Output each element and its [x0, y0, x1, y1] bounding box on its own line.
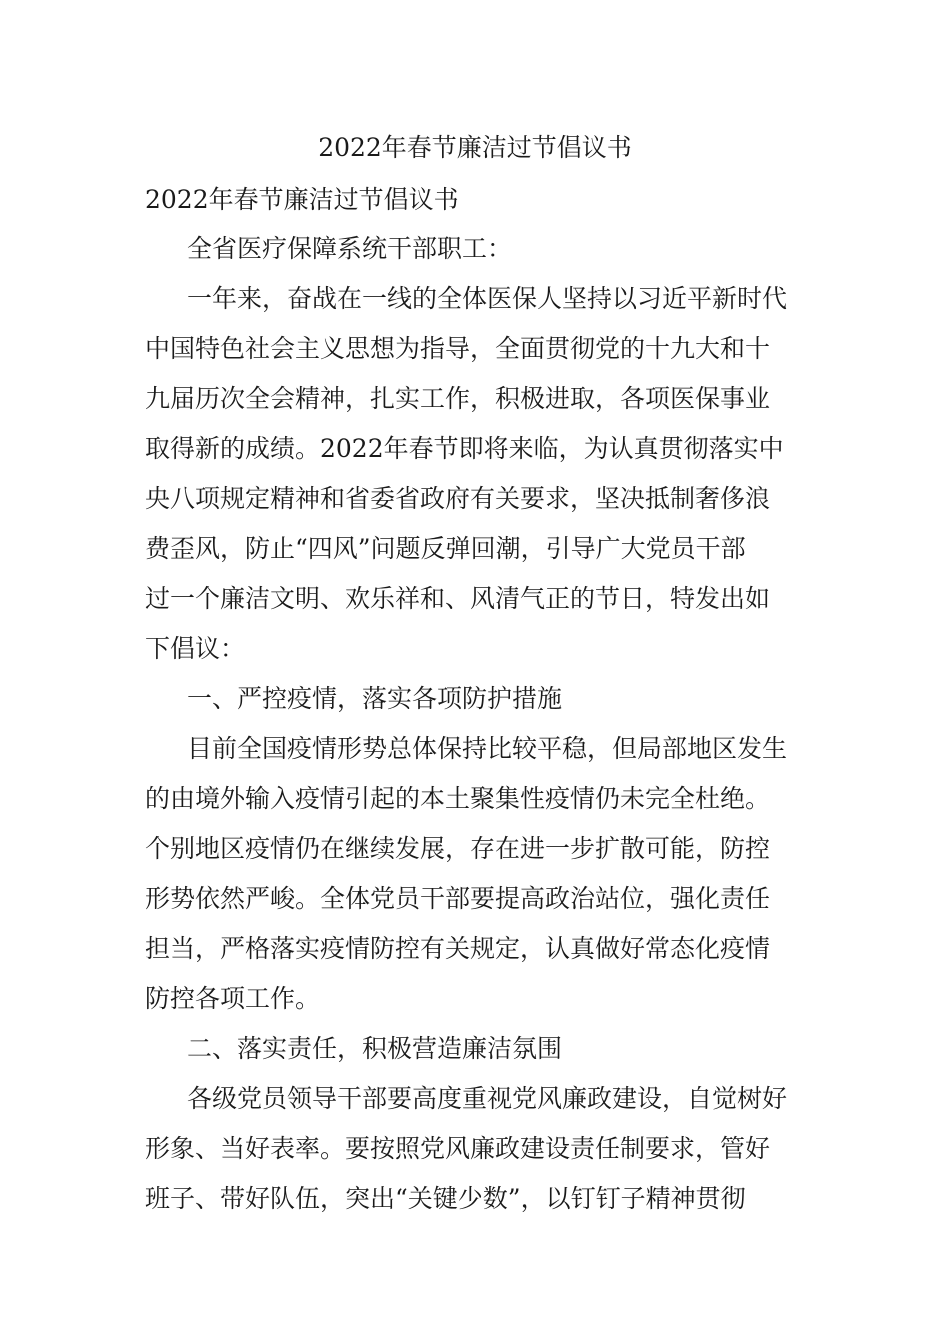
paragraph-line: 防控各项工作。 [145, 984, 321, 1013]
paragraph-line: 九届历次全会精神，扎实工作，积极进取，各项医保事业 [145, 384, 771, 413]
paragraph-line: 取得新的成绩。2022年春节即将来临，为认真贯彻落实中 [145, 434, 784, 463]
paragraph-line: 形势依然严峻。全体党员干部要提高政治站位，强化责任 [145, 884, 771, 913]
paragraph-line: 一年来，奋战在一线的全体医保人坚持以习近平新时代 [187, 284, 788, 313]
paragraph-line: 的由境外输入疫情引起的本土聚集性疫情仍未完全杜绝。 [145, 784, 771, 813]
document-title: 2022年春节廉洁过节倡议书 [318, 133, 632, 162]
paragraph-line: 班子、带好队伍，突出“关键少数”，以钉钉子精神贯彻 [145, 1184, 746, 1213]
paragraph-line: 担当，严格落实疫情防控有关规定，认真做好常态化疫情 [145, 934, 771, 963]
section-heading: 一、严控疫情，落实各项防护措施 [187, 684, 563, 713]
paragraph-line: 各级党员领导干部要高度重视党风廉政建设，自觉树好 [187, 1084, 788, 1113]
paragraph-line: 形象、当好表率。要按照党风廉政建设责任制要求，管好 [145, 1134, 771, 1163]
paragraph-line: 下倡议： [145, 634, 246, 663]
paragraph-line: 个别地区疫情仍在继续发展，存在进一步扩散可能，防控 [145, 834, 771, 863]
section-heading: 二、落实责任，积极营造廉洁氛围 [187, 1034, 563, 1063]
paragraph-line: 费歪风，防止“四风”问题反弹回潮，引导广大党员干部 [145, 534, 746, 563]
paragraph-line: 过一个廉洁文明、欢乐祥和、风清气正的节日，特发出如 [145, 584, 771, 613]
paragraph-line: 目前全国疫情形势总体保持比较平稳，但局部地区发生 [187, 734, 788, 763]
paragraph-line: 中国特色社会主义思想为指导，全面贯彻党的十九大和十 [145, 334, 771, 363]
salutation: 全省医疗保障系统干部职工： [187, 234, 513, 263]
paragraph-line: 央八项规定精神和省委省政府有关要求，坚决抵制奢侈浪 [145, 484, 771, 513]
subtitle-line: 2022年春节廉洁过节倡议书 [145, 185, 459, 214]
